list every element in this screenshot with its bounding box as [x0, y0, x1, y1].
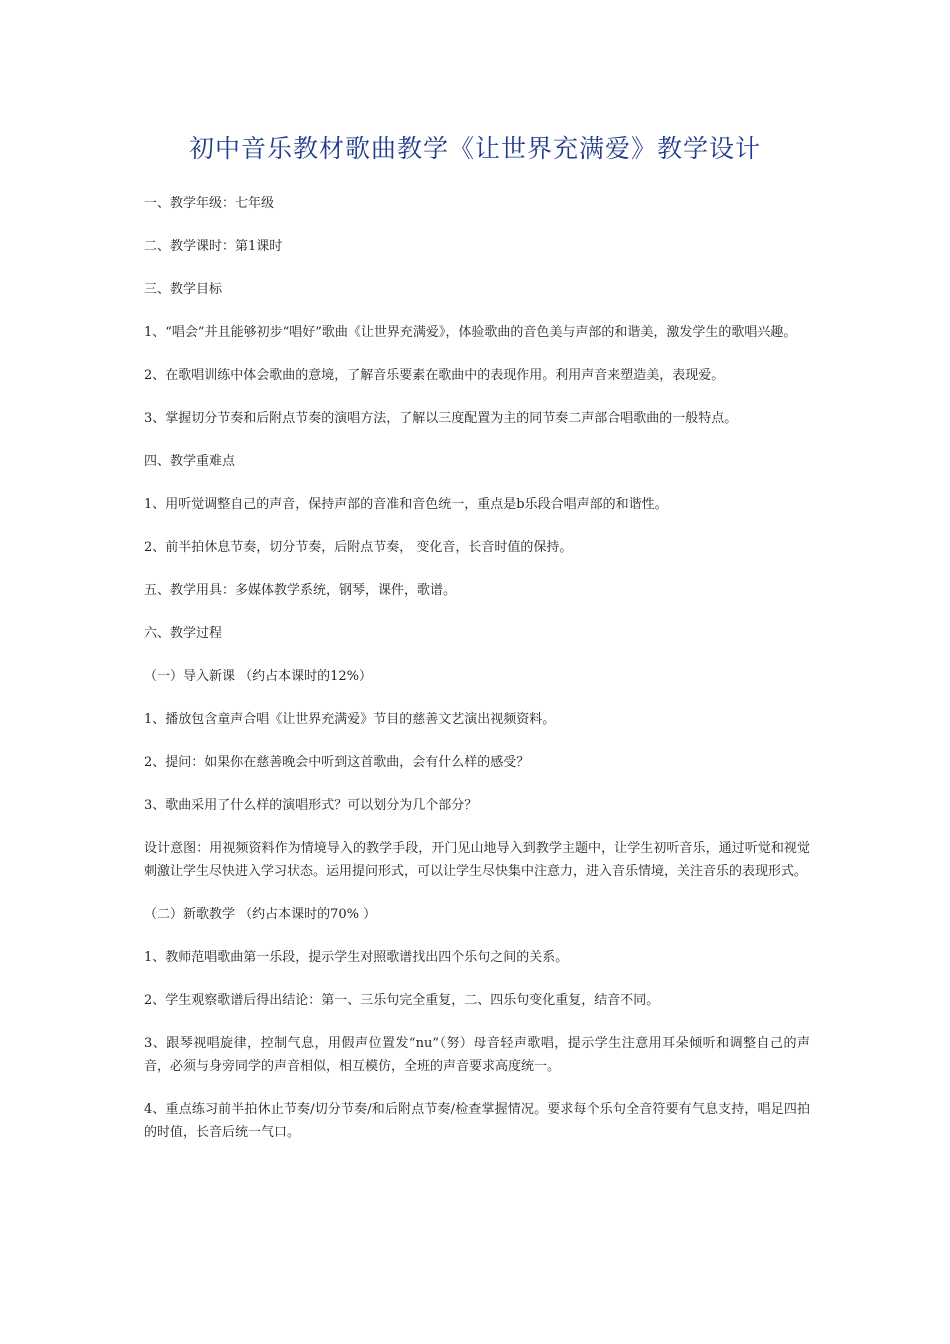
intro-step-2: 2、提问：如果你在慈善晚会中听到这首歌曲，会有什么样的感受？	[144, 755, 530, 770]
objective-3: 3、掌握切分节奏和后附点节奏的演唱方法，了解以三度配置为主的同节奏二声部合唱歌曲的一般特点。	[144, 411, 738, 426]
new-song-step-4: 4、重点练习前半拍休止节奏/切分节奏/和后附点节奏/检查掌握情况。要求每个乐句全音符要有气息支持，唱足四拍的时值，长音后统一气口。	[144, 1102, 810, 1140]
intro-step-1: 1、播放包含童声合唱《让世界充满爱》节目的慈善文艺演出视频资料。	[144, 712, 556, 727]
design-intent: 设计意图：用视频资料作为情境导入的教学手段，开门见山地导入到教学主题中，让学生初听音乐，通过听觉和视觉刺激让学生尽快进入学习状态。运用提问形式，可以让学生尽快集中注意力，进入音乐情境，关注音乐的表现形式。	[144, 841, 810, 879]
subheading-new-song: （二）新歌教学 （约占本课时的70% ）	[144, 907, 377, 922]
intro-step-3: 3、歌曲采用了什么样的演唱形式？可以划分为几个部分？	[144, 798, 478, 813]
heading-key-points: 四、教学重难点	[144, 454, 236, 469]
paragraph-lesson-hours: 二、教学课时：第1课时	[144, 239, 283, 254]
paragraph-grade: 一、教学年级：七年级	[144, 196, 275, 211]
paragraph-teaching-tools: 五、教学用具：多媒体教学系统，钢琴，课件，歌谱。	[144, 583, 457, 598]
subheading-introduction: （一）导入新课 （约占本课时的12%）	[144, 669, 373, 684]
key-point-2: 2、前半拍休息节奏，切分节奏，后附点节奏， 变化音，长音时值的保持。	[144, 540, 573, 555]
new-song-step-2: 2、学生观察歌谱后得出结论：第一、三乐句完全重复，二、四乐句变化重复，结音不同。	[144, 993, 660, 1008]
document-title: 初中音乐教材歌曲教学《让世界充满爱》教学设计	[188, 134, 761, 163]
heading-teaching-process: 六、教学过程	[144, 626, 223, 641]
new-song-step-3: 3、跟琴视唱旋律，控制气息，用假声位置发“nu”（努）母音轻声歌唱，提示学生注意用耳朵倾听和调整自己的声音，必须与身旁同学的声音相似，相互模仿，全班的声音要求高度统一。	[144, 1036, 810, 1074]
document-body	[144, 192, 810, 1164]
new-song-step-1: 1、教师范唱歌曲第一乐段，提示学生对照歌谱找出四个乐句之间的关系。	[144, 950, 569, 965]
key-point-1: 1、用听觉调整自己的声音，保持声部的音准和音色统一，重点是b乐段合唱声部的和谐性。	[144, 497, 668, 512]
objective-2: 2、在歌唱训练中体会歌曲的意境，了解音乐要素在歌曲中的表现作用。利用声音来塑造美，表现爱。	[144, 368, 725, 383]
heading-objectives: 三、教学目标	[144, 282, 223, 297]
objective-1: 1、“唱会”并且能够初步“唱好”歌曲《让世界充满爱》，体验歌曲的音色美与声部的和谐美，激发学生的歌唱兴趣。	[144, 325, 797, 340]
